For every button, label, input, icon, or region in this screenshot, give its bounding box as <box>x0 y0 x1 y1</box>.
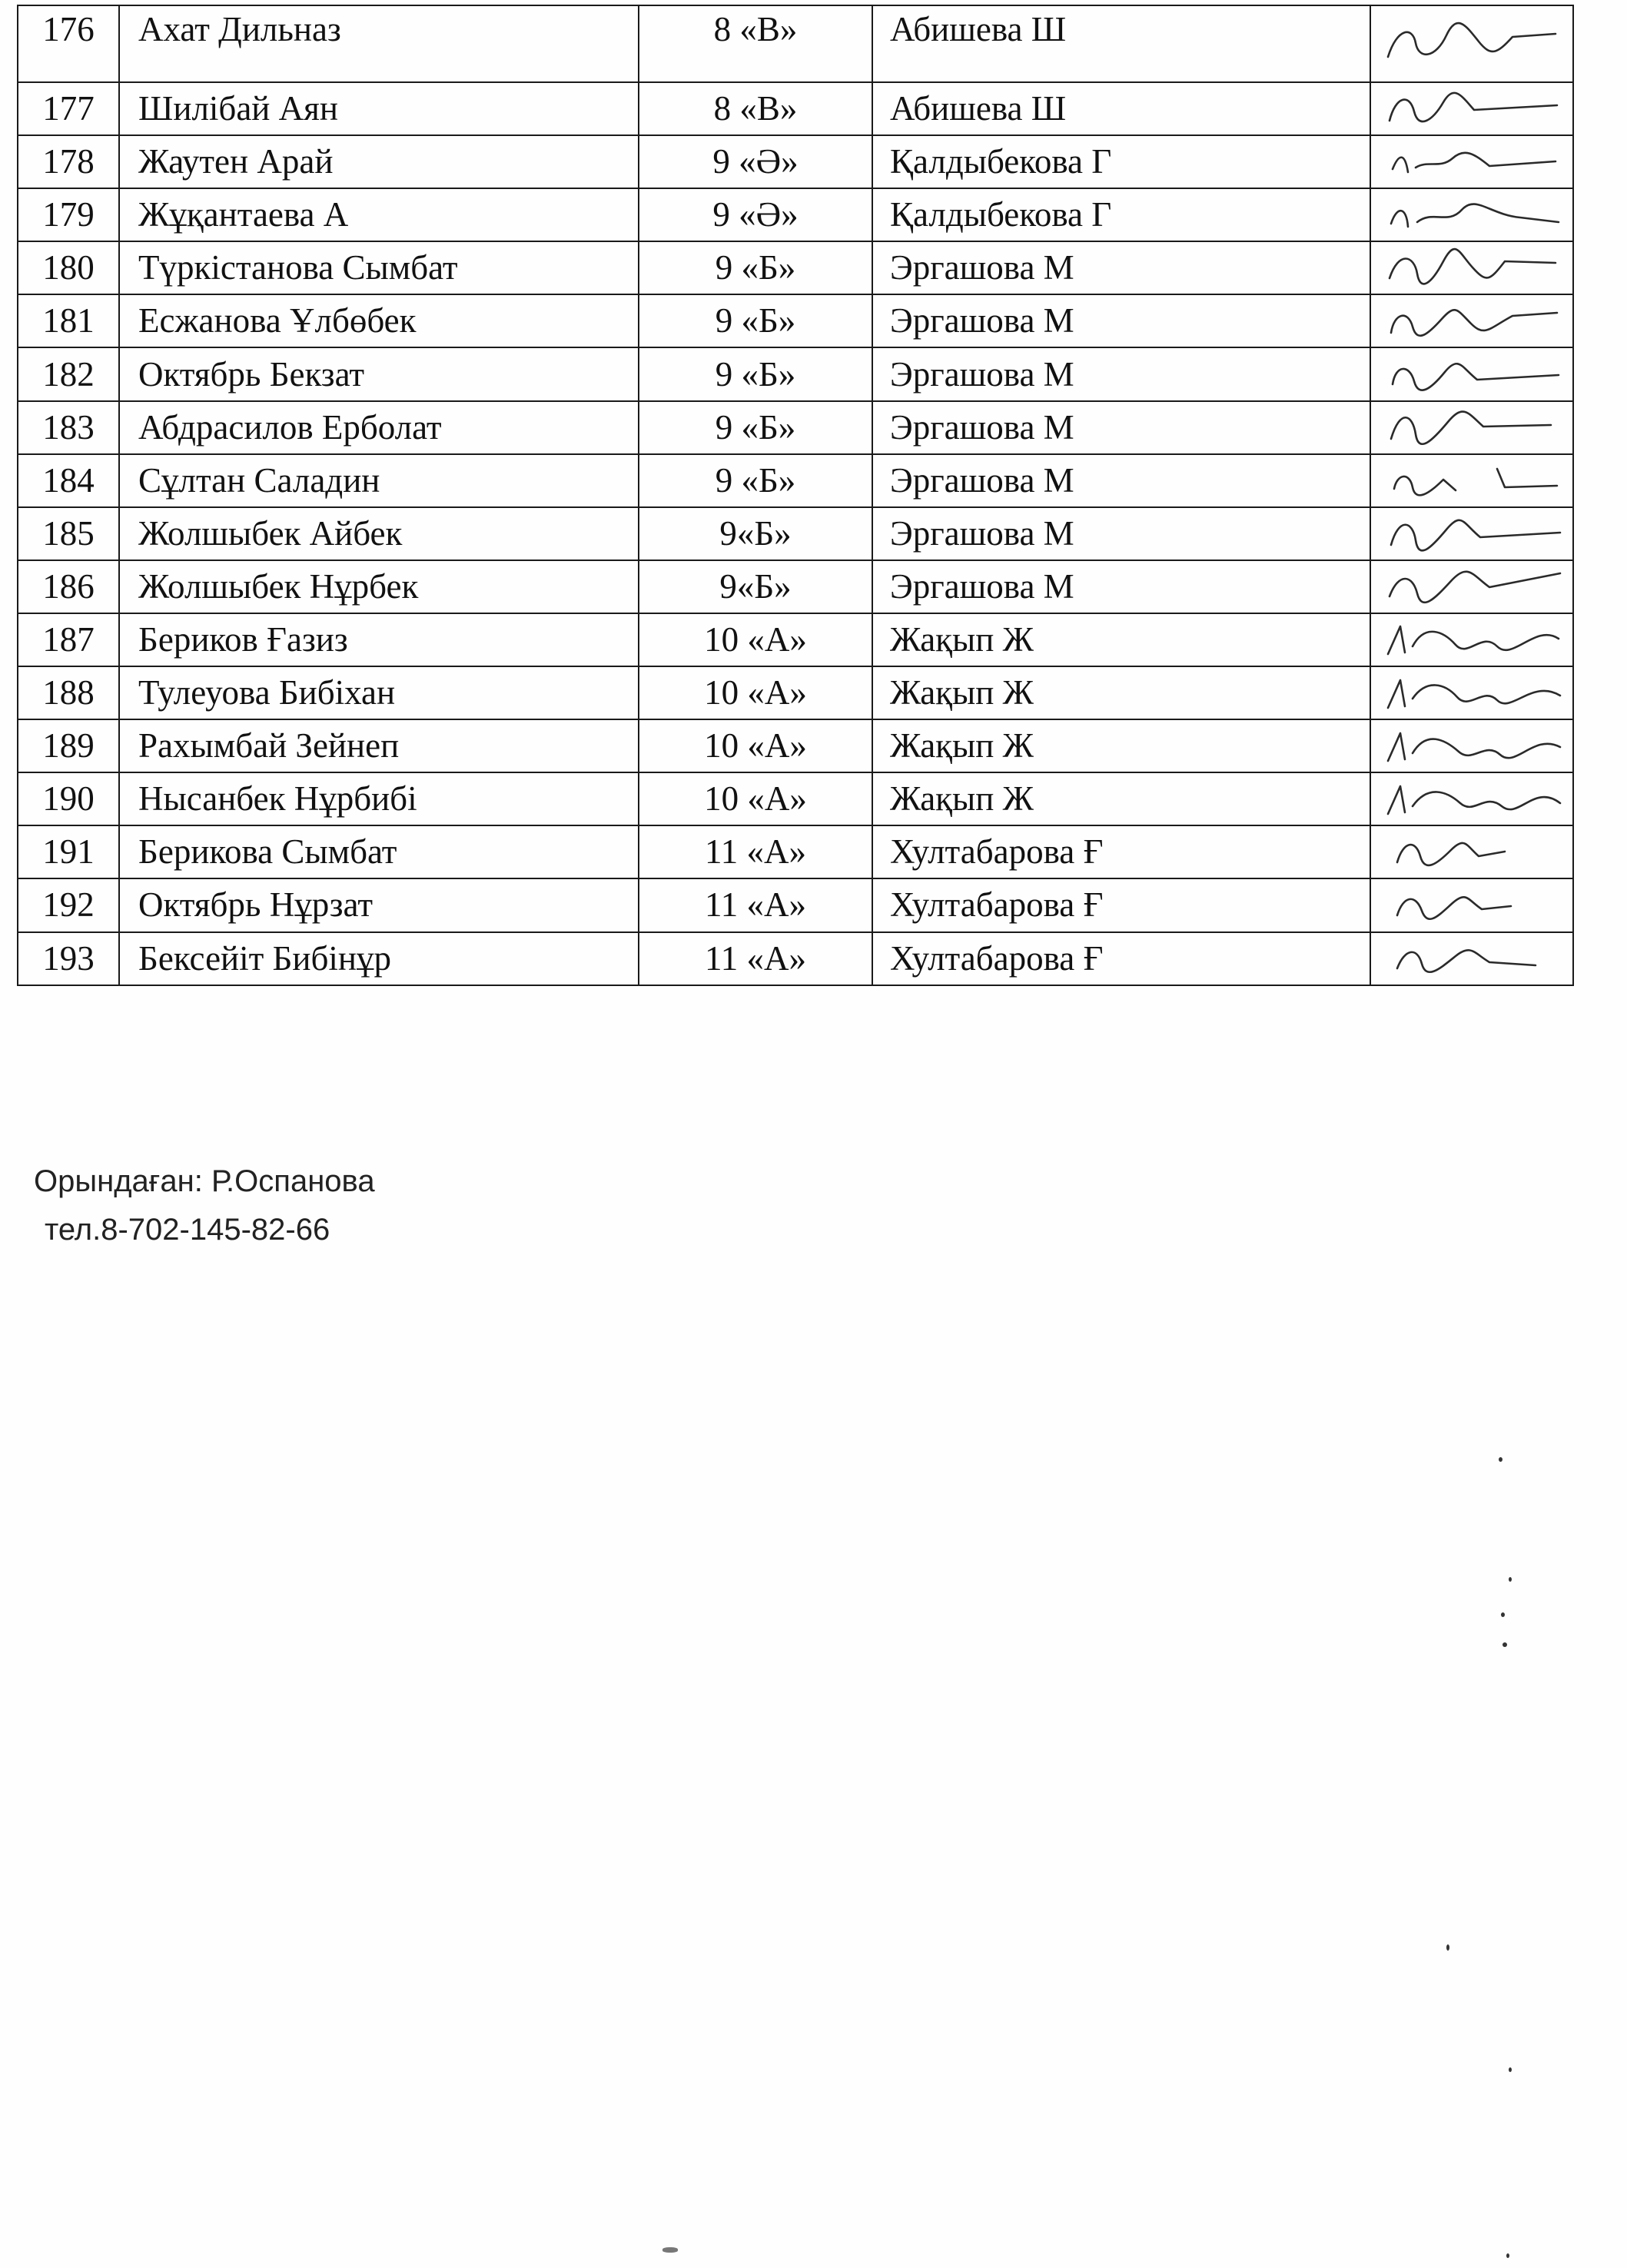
student-name: Түркістанова Сымбат <box>119 241 639 294</box>
student-name: Сұлтан Саладин <box>119 454 639 507</box>
signature-cell <box>1370 188 1573 241</box>
signature-stroke <box>1397 843 1505 865</box>
row-number: 178 <box>18 135 119 188</box>
row-number: 192 <box>18 878 119 931</box>
class-grade: 10 «А» <box>639 613 872 666</box>
scan-speck <box>1502 1642 1507 1647</box>
row-number: 191 <box>18 825 119 878</box>
signature-stroke <box>1391 520 1560 550</box>
class-grade: 10 «А» <box>639 719 872 772</box>
handwritten-signature <box>1382 510 1566 557</box>
student-name: Рахымбай Зейнеп <box>119 719 639 772</box>
scan-speck <box>662 2247 678 2253</box>
student-name: Жолшыбек Нұрбек <box>119 560 639 613</box>
table-row <box>18 507 1573 560</box>
class-grade: 9 «Б» <box>639 294 872 347</box>
row-number: 187 <box>18 613 119 666</box>
handwritten-signature <box>1382 457 1566 504</box>
table-row <box>18 878 1573 931</box>
teacher-name: Эргашова М <box>872 454 1370 507</box>
student-name: Есжанова Ұлбөбек <box>119 294 639 347</box>
handwritten-signature <box>1382 244 1566 292</box>
student-name: Шилібай Аян <box>119 82 639 135</box>
signature-stroke <box>1391 412 1551 444</box>
class-grade: 8 «В» <box>639 82 872 135</box>
student-name: Октябрь Нұрзат <box>119 878 639 931</box>
class-grade: 10 «А» <box>639 772 872 825</box>
table-row <box>18 294 1573 347</box>
handwritten-signature <box>1382 616 1566 663</box>
signature-stroke <box>1388 23 1556 57</box>
handwritten-signature <box>1382 297 1566 345</box>
student-roster-table <box>17 5 1574 986</box>
teacher-name: Эргашова М <box>872 347 1370 400</box>
signature-stroke <box>1391 310 1557 335</box>
class-grade: 9 «Б» <box>639 454 872 507</box>
teacher-name: Жақып Ж <box>872 666 1370 719</box>
handwritten-signature <box>1382 669 1566 717</box>
signature-stroke <box>1393 364 1559 390</box>
table-row <box>18 666 1573 719</box>
signature-cell <box>1370 294 1573 347</box>
table-row <box>18 5 1573 82</box>
class-grade: 9«Б» <box>639 560 872 613</box>
teacher-name: Эргашова М <box>872 401 1370 454</box>
signature-stroke <box>1390 92 1557 121</box>
handwritten-signature <box>1382 722 1566 770</box>
signature-stroke <box>1397 950 1536 971</box>
handwritten-signature <box>1382 20 1566 68</box>
row-number: 177 <box>18 82 119 135</box>
student-name: Нысанбек Нұрбибі <box>119 772 639 825</box>
table-row <box>18 932 1573 985</box>
handwritten-signature <box>1382 882 1566 929</box>
table-row <box>18 454 1573 507</box>
table-row <box>18 82 1573 135</box>
handwritten-signature <box>1382 935 1566 982</box>
table-row <box>18 241 1573 294</box>
handwritten-signature <box>1382 191 1566 239</box>
table-row <box>18 772 1573 825</box>
teacher-name: Эргашова М <box>872 507 1370 560</box>
student-name: Октябрь Бекзат <box>119 347 639 400</box>
scan-speck <box>1499 1457 1502 1462</box>
table-row <box>18 188 1573 241</box>
handwritten-signature <box>1382 829 1566 876</box>
signature-cell <box>1370 5 1573 82</box>
class-grade: 9«Б» <box>639 507 872 560</box>
handwritten-signature <box>1382 775 1566 823</box>
table-row <box>18 347 1573 400</box>
class-grade: 8 «В» <box>639 5 872 82</box>
scan-speck <box>1509 2067 1512 2072</box>
handwritten-signature <box>1382 350 1566 398</box>
teacher-name: Абишева Ш <box>872 5 1370 82</box>
row-number: 181 <box>18 294 119 347</box>
teacher-name: Абишева Ш <box>872 82 1370 135</box>
signature-stroke <box>1390 249 1556 284</box>
row-number: 189 <box>18 719 119 772</box>
handwritten-signature <box>1382 403 1566 451</box>
row-number: 186 <box>18 560 119 613</box>
signature-stroke <box>1388 626 1559 654</box>
class-grade: 11 «А» <box>639 878 872 931</box>
signature-cell <box>1370 135 1573 188</box>
student-name: Абдрасилов Ерболат <box>119 401 639 454</box>
class-grade: 11 «А» <box>639 932 872 985</box>
scan-speck <box>1506 2253 1509 2258</box>
table-row <box>18 613 1573 666</box>
row-number: 185 <box>18 507 119 560</box>
row-number: 188 <box>18 666 119 719</box>
class-grade: 9 «Ә» <box>639 188 872 241</box>
teacher-name: Эргашова М <box>872 294 1370 347</box>
teacher-name: Қалдыбекова Г <box>872 188 1370 241</box>
teacher-name: Жақып Ж <box>872 772 1370 825</box>
class-grade: 10 «А» <box>639 666 872 719</box>
row-number: 179 <box>18 188 119 241</box>
signature-stroke <box>1388 680 1560 708</box>
signature-stroke <box>1393 152 1556 171</box>
teacher-name: Эргашова М <box>872 241 1370 294</box>
signature-stroke <box>1388 786 1560 814</box>
student-name: Тулеуова Бибіхан <box>119 666 639 719</box>
student-name: Жолшыбек Айбек <box>119 507 639 560</box>
signature-cell <box>1370 454 1573 507</box>
row-number: 183 <box>18 401 119 454</box>
scan-speck <box>1509 1577 1512 1582</box>
row-number: 184 <box>18 454 119 507</box>
roster-body <box>18 5 1573 985</box>
signature-stroke <box>1394 469 1557 495</box>
handwritten-signature <box>1382 563 1566 610</box>
handwritten-signature <box>1382 85 1566 133</box>
student-name: Жұқантаева А <box>119 188 639 241</box>
signature-cell <box>1370 878 1573 931</box>
class-grade: 9 «Б» <box>639 347 872 400</box>
signature-cell <box>1370 772 1573 825</box>
class-grade: 9 «Ә» <box>639 135 872 188</box>
row-number: 176 <box>18 5 119 82</box>
table-row <box>18 401 1573 454</box>
signature-stroke <box>1390 572 1560 603</box>
row-number: 190 <box>18 772 119 825</box>
student-name: Берикова Сымбат <box>119 825 639 878</box>
table-row <box>18 135 1573 188</box>
class-grade: 9 «Б» <box>639 401 872 454</box>
signature-cell <box>1370 347 1573 400</box>
signature-cell <box>1370 932 1573 985</box>
teacher-name: Хултабарова Ғ <box>872 878 1370 931</box>
teacher-name: Қалдыбекова Г <box>872 135 1370 188</box>
signature-cell <box>1370 241 1573 294</box>
handwritten-signature <box>1382 138 1566 186</box>
signature-cell <box>1370 560 1573 613</box>
table-row <box>18 825 1573 878</box>
table-row <box>18 719 1573 772</box>
teacher-name: Жақып Ж <box>872 613 1370 666</box>
signature-cell <box>1370 613 1573 666</box>
signature-stroke <box>1388 733 1560 761</box>
class-grade: 11 «А» <box>639 825 872 878</box>
signature-stroke <box>1397 897 1511 918</box>
phone-line: тел.8-702-145-82-66 <box>45 1213 330 1247</box>
signature-cell <box>1370 666 1573 719</box>
signature-cell <box>1370 507 1573 560</box>
row-number: 182 <box>18 347 119 400</box>
teacher-name: Эргашова М <box>872 560 1370 613</box>
scan-speck <box>1501 1612 1505 1617</box>
class-grade: 9 «Б» <box>639 241 872 294</box>
signature-stroke <box>1391 204 1559 226</box>
signature-cell <box>1370 825 1573 878</box>
student-name: Ахат Дильназ <box>119 5 639 82</box>
performer-line: Орындаған: Р.Оспанова <box>34 1164 375 1198</box>
teacher-name: Хултабарова Ғ <box>872 825 1370 878</box>
row-number: 193 <box>18 932 119 985</box>
teacher-name: Жақып Ж <box>872 719 1370 772</box>
student-name: Бериков Ғазиз <box>119 613 639 666</box>
signature-cell <box>1370 82 1573 135</box>
teacher-name: Хултабарова Ғ <box>872 932 1370 985</box>
signature-cell <box>1370 719 1573 772</box>
row-number: 180 <box>18 241 119 294</box>
student-name: Жаутен Арай <box>119 135 639 188</box>
table-row <box>18 560 1573 613</box>
student-name: Бексейіт Бибінұр <box>119 932 639 985</box>
scan-speck <box>1446 1944 1449 1951</box>
signature-cell <box>1370 401 1573 454</box>
